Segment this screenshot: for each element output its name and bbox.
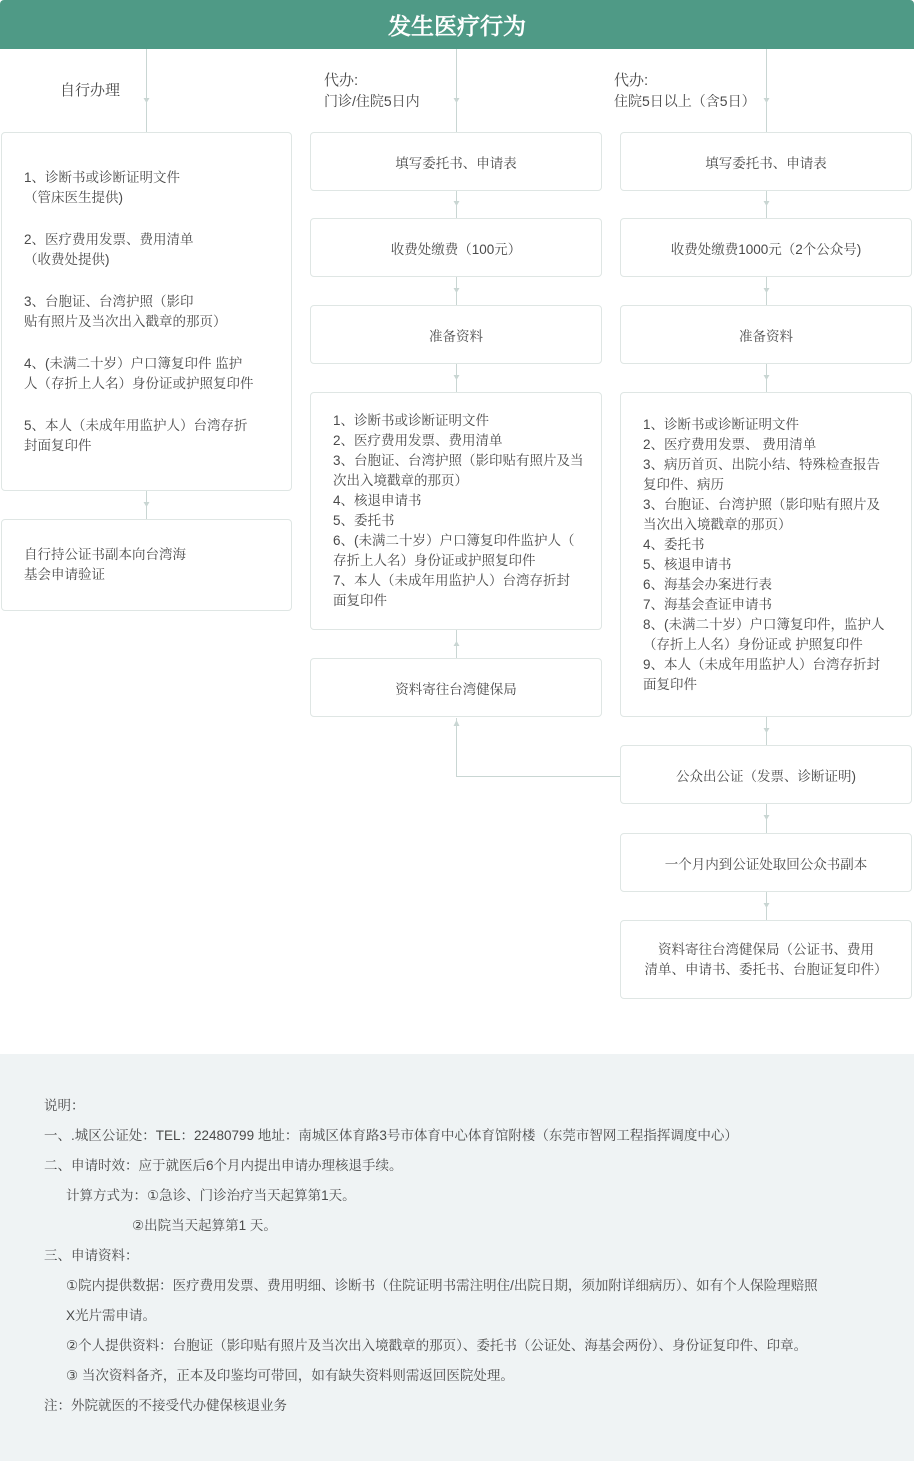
right-step-payment: 收费处缴费1000元（2个公众号) [620, 218, 912, 277]
note-line: ①院内提供数据：医疗费用发票、费用明细、诊断书（住院证明书需注明住/出院日期，须加附详细病历）、如有个人保险理赔照 [66, 1278, 818, 1293]
doc-line: 8、(未满二十岁）户口簿复印件，监护人 [643, 616, 885, 632]
middle-step-payment: 收费处缴费（100元） [310, 218, 602, 277]
doc-line: 存折上人名）身份证或护照复印件 [333, 553, 536, 568]
middle-step-prepare: 准备资料 [310, 305, 602, 364]
doc-line: （存折上人名）身份证或 护照复印件 [643, 636, 863, 652]
doc-line: 人（存折上人名）身份证或护照复印件 [24, 375, 254, 391]
left-docs-box [1, 132, 292, 491]
doc-line: 3、病历首页、出院小结、特殊检查报告 [643, 456, 881, 472]
middle-step-mail: 资料寄往台湾健保局 [310, 658, 602, 717]
doc-line: 7、海基会查证申请书 [643, 596, 773, 612]
doc-line: 4、核退申请书 [333, 493, 422, 508]
doc-line: 5、委托书 [333, 513, 395, 528]
right-step-notarize: 公众出公证（发票、诊断证明) [620, 745, 912, 804]
right-step-fill-form: 填写委托书、申请表 [620, 132, 912, 191]
heading-line: 代办: [324, 72, 359, 89]
doc-line: 次出入境戳章的那页） [333, 473, 468, 488]
doc-line: 2、医疗费用发票、 费用清单 [643, 436, 817, 452]
middle-docs-box [310, 392, 602, 630]
doc-line: 封面复印件 [24, 437, 92, 453]
doc-line: 面复印件 [333, 593, 387, 608]
left-final-box [1, 519, 292, 611]
note-line: ③ 当次资料备齐，正本及印鉴均可带回，如有缺失资料则需返回医院处理。 [66, 1368, 514, 1383]
note-line: ②出院当天起算第1 天。 [132, 1218, 277, 1233]
note-line: 一、.城区公证处：TEL：22480799 地址：南城区体育路3号市体育中心体育馆附楼（东莞市智网工程指挥调度中心） [44, 1128, 738, 1143]
doc-line: 7、本人（未成年用监护人）台湾存折封 [333, 573, 571, 588]
note-line: 三、申请资料： [44, 1248, 139, 1263]
page-title: 发生医疗行为 [0, 0, 914, 49]
column-heading-self [60, 80, 120, 101]
column-heading-outpatient [324, 71, 420, 111]
doc-line: 2、医疗费用发票、费用清单 [333, 433, 503, 448]
right-step-collect: 一个月内到公证处取回公众书副本 [620, 833, 912, 892]
heading-line: 代办: [614, 72, 649, 89]
note-line: X光片需申请。 [66, 1308, 157, 1323]
heading-text: 自行办理 [60, 82, 121, 99]
doc-line: 当次出入境戳章的那页） [643, 516, 792, 532]
note-line: ②个人提供资料：台胞证（影印贴有照片及当次出入境戳章的那页）、委托书（公证处、海基会两份）、身份证复印件、印章。 [66, 1338, 808, 1353]
doc-line: 5、核退申请书 [643, 556, 732, 572]
notes-heading: 说明： [44, 1098, 85, 1113]
doc-line: 4、(未满二十岁）户口簿复印件 监护 [24, 355, 243, 371]
column-heading-inpatient [614, 71, 756, 111]
final-line: 自行持公证书副本向台湾海 [24, 547, 186, 562]
note-line: 计算方式为：①急诊、门诊治疗当天起算第1天。 [66, 1188, 356, 1203]
right-docs-box [620, 392, 912, 717]
doc-line: 面复印件 [643, 676, 697, 692]
mail-line: 资料寄往台湾健保局（公证书、费用 [658, 941, 874, 957]
doc-line: 4、委托书 [643, 536, 705, 552]
doc-line: 3、台胞证、台湾护照（影印 [24, 293, 194, 309]
right-step-prepare: 准备资料 [620, 305, 912, 364]
notes-section [0, 1054, 914, 1461]
doc-line: 1、诊断书或诊断证明文件 [24, 169, 181, 185]
heading-line: 住院5日以上（含5日） [614, 93, 756, 109]
doc-line: 贴有照片及当次出入戳章的那页） [24, 313, 227, 329]
doc-line: 5、本人（未成年用监护人）台湾存折 [24, 417, 248, 433]
doc-line: 9、本人（未成年用监护人）台湾存折封 [643, 656, 881, 672]
doc-line: 3、台胞证、台湾护照（影印贴有照片及 [643, 496, 881, 512]
mail-line: 清单、申请书、委托书、台胞证复印件） [644, 961, 888, 977]
final-line: 基会申请验证 [24, 567, 105, 582]
doc-line: 6、海基会办案进行表 [643, 576, 773, 592]
doc-line: 1、诊断书或诊断证明文件 [333, 413, 490, 428]
middle-step-fill-form: 填写委托书、申请表 [310, 132, 602, 191]
heading-line: 门诊/住院5日内 [324, 93, 420, 109]
note-line: 二、申请时效：应于就医后6个月内提出申请办理核退手续。 [44, 1158, 403, 1173]
doc-line: 3、台胞证、台湾护照（影印贴有照片及当 [333, 453, 584, 468]
note-line: 注：外院就医的不接受代办健保核退业务 [44, 1398, 287, 1413]
right-step-mail [620, 920, 912, 999]
doc-line: 2、医疗费用发票、费用清单 [24, 231, 194, 247]
doc-line: （管床医生提供) [24, 189, 123, 205]
doc-line: 1、诊断书或诊断证明文件 [643, 416, 800, 432]
doc-line: 复印件、病历 [643, 476, 724, 492]
doc-line: （收费处提供) [24, 251, 110, 267]
doc-line: 6、(未满二十岁）户口簿复印件监护人（ [333, 533, 575, 548]
